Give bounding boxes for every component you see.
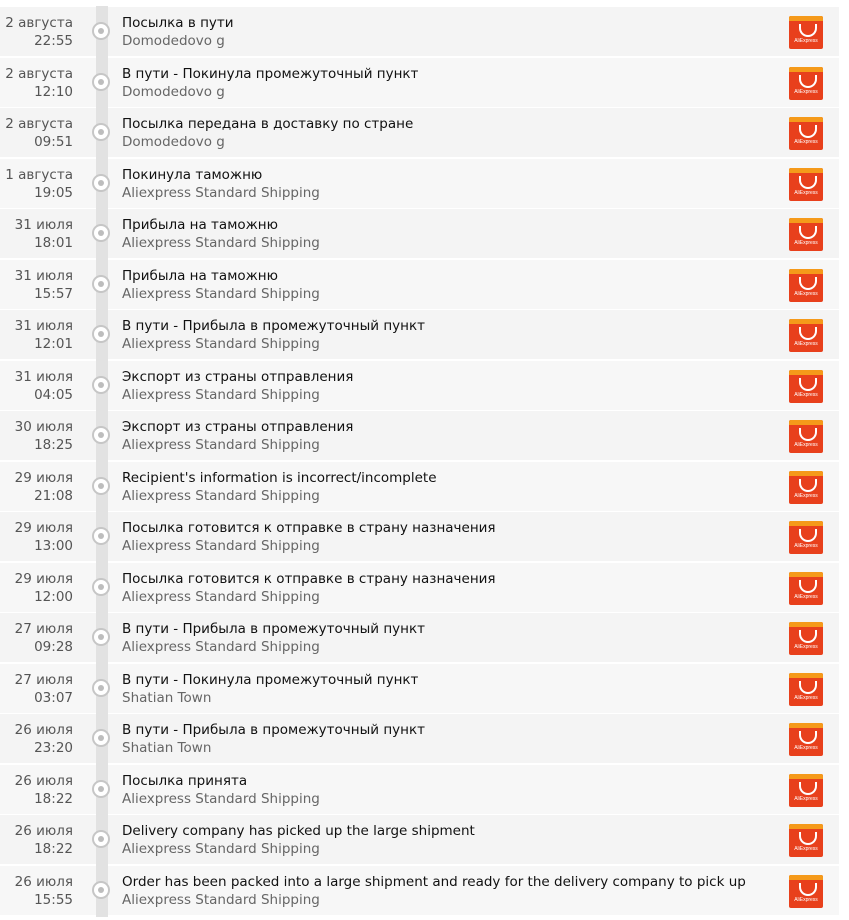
tracking-event-row	[0, 462, 839, 511]
timeline-dot-icon	[92, 22, 110, 40]
timeline-dot-icon	[92, 426, 110, 444]
event-date: 2 августа	[5, 15, 73, 31]
logo-smile	[799, 428, 817, 441]
event-datetime	[0, 721, 73, 757]
logo-brand-text: AliExpress	[794, 795, 818, 802]
event-date: 30 июля	[14, 419, 73, 435]
logo-band	[789, 622, 823, 627]
event-date: 29 июля	[14, 469, 73, 486]
aliexpress-logo-icon	[789, 370, 823, 403]
logo-brand-text: AliExpress	[794, 240, 818, 246]
logo-brand-text: AliExpress	[794, 543, 818, 549]
timeline-dot-icon	[92, 275, 110, 293]
tracking-event-row	[0, 512, 839, 561]
event-date: 26 июля	[14, 772, 73, 789]
logo-brand-text: AliExpress	[794, 442, 818, 448]
tracking-event-row	[0, 714, 839, 763]
event-status: Покинула таможню	[122, 166, 263, 183]
aliexpress-logo-icon	[789, 269, 823, 302]
timeline-dot-icon	[92, 174, 110, 192]
event-time: 22:55	[34, 33, 73, 49]
event-date: 26 июля	[14, 823, 73, 839]
aliexpress-logo-icon	[789, 168, 823, 201]
event-date: 31 июля	[14, 368, 73, 385]
event-date: 27 июля	[14, 621, 73, 637]
event-status: В пути - Прибыла в промежуточный пункт	[122, 318, 425, 334]
logo-band	[789, 471, 823, 476]
aliexpress-logo-icon	[789, 572, 823, 605]
aliexpress-logo-icon	[789, 673, 823, 706]
event-time: 18:25	[34, 437, 73, 453]
logo-band	[789, 673, 823, 678]
timeline-dot-icon	[92, 578, 110, 596]
logo-smile	[799, 681, 817, 694]
event-status: В пути - Прибыла в промежуточный пункт	[122, 722, 425, 738]
event-status: Посылка передана в доставку по стране	[122, 116, 414, 132]
tracking-event-row	[0, 108, 839, 157]
logo-brand-text: AliExpress	[794, 644, 818, 650]
event-datetime	[0, 115, 73, 151]
event-location: Domodedovo g	[122, 134, 225, 150]
event-location: Aliexpress Standard Shipping	[122, 588, 320, 605]
event-status: Recipient's information is incorrect/incomplete	[122, 469, 437, 486]
event-datetime	[0, 772, 73, 808]
logo-band	[789, 168, 823, 173]
logo-brand-text: AliExpress	[794, 38, 818, 44]
logo-band	[789, 774, 823, 779]
event-status: Delivery company has picked up the large shipment	[122, 823, 475, 839]
event-datetime	[0, 469, 73, 505]
tracking-event-row	[0, 159, 839, 208]
event-location: Aliexpress Standard Shipping	[122, 538, 320, 554]
logo-smile	[799, 832, 817, 845]
logo-brand-text: AliExpress	[794, 290, 818, 297]
event-datetime	[0, 418, 73, 454]
event-time: 18:22	[34, 790, 73, 807]
logo-smile	[799, 580, 817, 593]
timeline-dot-icon	[92, 123, 110, 141]
timeline-dot-icon	[92, 679, 110, 697]
event-status: Посылка принята	[122, 772, 248, 789]
event-datetime	[0, 14, 73, 50]
logo-band	[789, 218, 823, 223]
event-status: Прибыла на таможню	[122, 217, 278, 233]
event-date: 29 июля	[14, 570, 73, 587]
event-location: Aliexpress Standard Shipping	[122, 639, 320, 655]
event-time: 13:00	[34, 538, 73, 554]
timeline-dot-icon	[92, 477, 110, 495]
logo-smile	[799, 731, 817, 744]
logo-band	[789, 824, 823, 829]
logo-smile	[799, 226, 817, 239]
event-location: Aliexpress Standard Shipping	[122, 386, 320, 403]
event-status: Посылка в пути	[122, 15, 234, 31]
logo-band	[789, 723, 823, 728]
event-datetime	[0, 620, 73, 656]
event-time: 09:28	[34, 639, 73, 655]
logo-smile	[799, 630, 817, 643]
logo-smile	[799, 75, 817, 88]
logo-brand-text: AliExpress	[794, 88, 818, 95]
event-time: 09:51	[34, 134, 73, 150]
event-time: 12:00	[34, 588, 73, 605]
event-status: Посылка готовится к отправке в страну назначения	[122, 570, 496, 587]
event-location: Aliexpress Standard Shipping	[122, 184, 320, 201]
event-date: 26 июля	[14, 873, 73, 890]
logo-brand-text: AliExpress	[794, 492, 818, 499]
event-datetime	[0, 519, 73, 555]
logo-brand-text: AliExpress	[794, 189, 818, 196]
event-time: 19:05	[34, 184, 73, 201]
event-status: В пути - Покинула промежуточный пункт	[122, 65, 419, 82]
timeline-dot-icon	[92, 376, 110, 394]
event-datetime	[0, 368, 73, 404]
event-location: Aliexpress Standard Shipping	[122, 891, 320, 908]
tracking-event-row	[0, 866, 839, 915]
logo-brand-text: AliExpress	[794, 745, 818, 751]
timeline-dot-icon	[92, 729, 110, 747]
logo-band	[789, 117, 823, 122]
tracking-event-row	[0, 765, 839, 814]
tracking-event-row	[0, 310, 839, 359]
logo-smile	[799, 529, 817, 542]
timeline-dot-icon	[92, 325, 110, 343]
logo-band	[789, 319, 823, 324]
event-date: 31 июля	[14, 318, 73, 334]
event-datetime	[0, 822, 73, 858]
event-location: Aliexpress Standard Shipping	[122, 841, 320, 857]
logo-smile	[799, 327, 817, 340]
logo-smile	[799, 24, 817, 37]
logo-band	[789, 572, 823, 577]
timeline-dot-icon	[92, 628, 110, 646]
event-time: 12:10	[34, 83, 73, 100]
event-datetime	[0, 216, 73, 252]
event-date: 31 июля	[14, 217, 73, 233]
event-date: 26 июля	[14, 722, 73, 738]
timeline-dot-icon	[92, 780, 110, 798]
logo-brand-text: AliExpress	[794, 896, 818, 903]
event-time: 15:57	[34, 285, 73, 302]
tracking-event-row	[0, 664, 839, 713]
event-status: Экспорт из страны отправления	[122, 368, 354, 385]
event-location: Aliexpress Standard Shipping	[122, 336, 320, 352]
logo-brand-text: AliExpress	[794, 846, 818, 852]
tracking-event-row	[0, 361, 839, 410]
event-datetime	[0, 873, 73, 909]
aliexpress-logo-icon	[789, 319, 823, 352]
event-date: 2 августа	[5, 116, 73, 132]
timeline-dot-icon	[92, 73, 110, 91]
timeline-dot-icon	[92, 881, 110, 899]
event-time: 23:20	[34, 740, 73, 756]
event-date: 27 июля	[14, 671, 73, 688]
event-status: Посылка готовится к отправке в страну назначения	[122, 520, 496, 536]
timeline-dot-icon	[92, 224, 110, 242]
event-status: В пути - Покинула промежуточный пункт	[122, 671, 419, 688]
logo-smile	[799, 125, 817, 138]
tracking-event-row	[0, 411, 839, 460]
logo-brand-text: AliExpress	[794, 391, 818, 398]
tracking-event-row	[0, 613, 839, 662]
timeline-dot-icon	[92, 527, 110, 545]
logo-band	[789, 67, 823, 72]
tracking-event-row	[0, 563, 839, 612]
event-time: 18:22	[34, 841, 73, 857]
event-location: Aliexpress Standard Shipping	[122, 487, 320, 504]
logo-brand-text: AliExpress	[794, 593, 818, 600]
aliexpress-logo-icon	[789, 218, 823, 251]
aliexpress-logo-icon	[789, 875, 823, 908]
event-time: 21:08	[34, 487, 73, 504]
event-datetime	[0, 65, 73, 101]
event-date: 31 июля	[14, 267, 73, 284]
event-datetime	[0, 671, 73, 707]
tracking-event-row	[0, 815, 839, 864]
logo-band	[789, 370, 823, 375]
event-datetime	[0, 166, 73, 202]
logo-smile	[799, 883, 817, 896]
logo-band	[789, 420, 823, 425]
tracking-event-row	[0, 260, 839, 309]
logo-band	[789, 269, 823, 274]
event-date: 2 августа	[5, 65, 73, 82]
event-location: Aliexpress Standard Shipping	[122, 235, 320, 251]
event-status: Прибыла на таможню	[122, 267, 278, 284]
event-location: Aliexpress Standard Shipping	[122, 790, 320, 807]
event-time: 04:05	[34, 386, 73, 403]
logo-smile	[799, 277, 817, 290]
tracking-event-row	[0, 7, 839, 56]
event-location: Aliexpress Standard Shipping	[122, 437, 320, 453]
event-datetime	[0, 267, 73, 303]
logo-smile	[799, 378, 817, 391]
logo-band	[789, 16, 823, 21]
aliexpress-logo-icon	[789, 521, 823, 554]
event-datetime	[0, 317, 73, 353]
tracking-timeline	[0, 7, 839, 916]
event-datetime	[0, 570, 73, 606]
event-status: Order has been packed into a large shipment and ready for the delivery company to pick up	[122, 873, 746, 890]
aliexpress-logo-icon	[789, 622, 823, 655]
event-status: Экспорт из страны отправления	[122, 419, 354, 435]
logo-brand-text: AliExpress	[794, 139, 818, 145]
event-time: 18:01	[34, 235, 73, 251]
aliexpress-logo-icon	[789, 67, 823, 100]
event-location: Shatian Town	[122, 740, 212, 756]
event-location: Domodedovo g	[122, 33, 225, 49]
logo-smile	[799, 782, 817, 795]
logo-brand-text: AliExpress	[794, 341, 818, 347]
aliexpress-logo-icon	[789, 774, 823, 807]
event-time: 12:01	[34, 336, 73, 352]
aliexpress-logo-icon	[789, 723, 823, 756]
timeline-dot-icon	[92, 830, 110, 848]
event-time: 03:07	[34, 689, 73, 706]
logo-band	[789, 875, 823, 880]
aliexpress-logo-icon	[789, 117, 823, 150]
event-date: 29 июля	[14, 520, 73, 536]
event-location: Shatian Town	[122, 689, 212, 706]
logo-band	[789, 521, 823, 526]
aliexpress-logo-icon	[789, 824, 823, 857]
aliexpress-logo-icon	[789, 16, 823, 49]
event-time: 15:55	[34, 891, 73, 908]
event-status: В пути - Прибыла в промежуточный пункт	[122, 621, 425, 637]
tracking-event-row	[0, 58, 839, 107]
logo-brand-text: AliExpress	[794, 694, 818, 701]
logo-smile	[799, 479, 817, 492]
logo-smile	[799, 176, 817, 189]
aliexpress-logo-icon	[789, 420, 823, 453]
event-location: Domodedovo g	[122, 83, 225, 100]
tracking-event-row	[0, 209, 839, 258]
event-date: 1 августа	[5, 166, 73, 183]
aliexpress-logo-icon	[789, 471, 823, 504]
event-location: Aliexpress Standard Shipping	[122, 285, 320, 302]
